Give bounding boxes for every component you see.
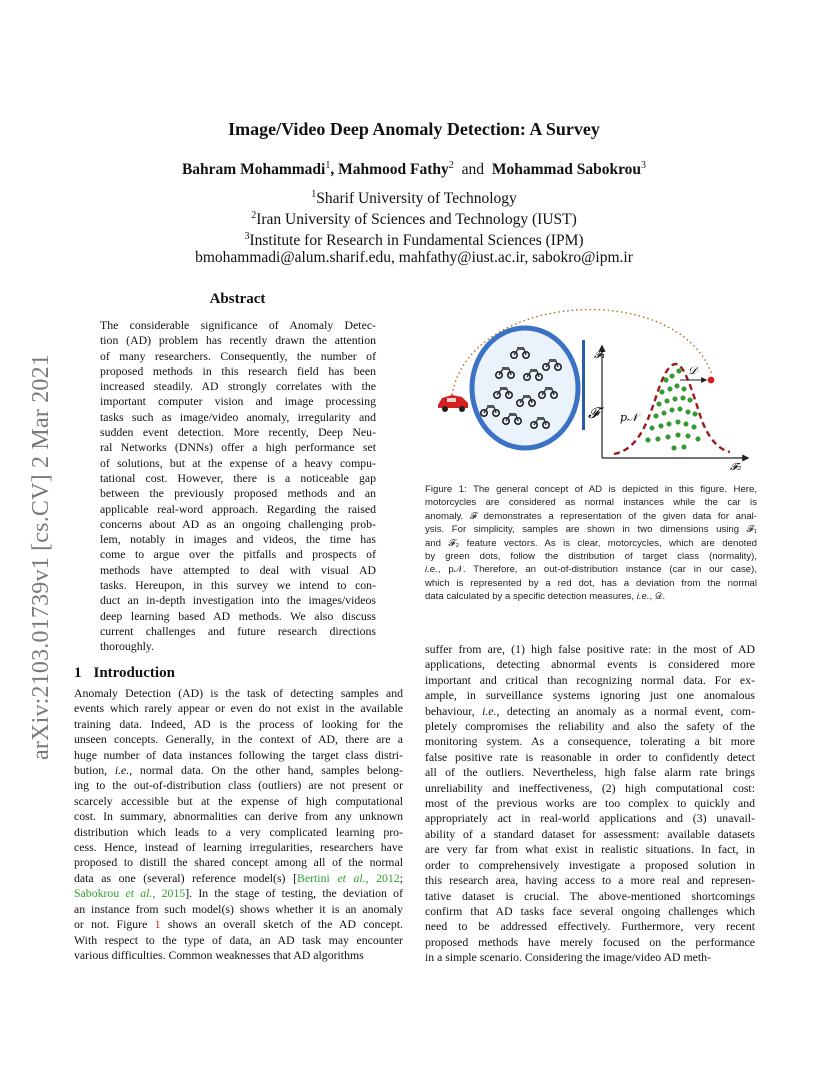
normal-data-point bbox=[650, 426, 655, 431]
text-line: ing to the out-of-distribution class (outliers) are not present or bbox=[74, 778, 403, 793]
author-affil-mark: 2 bbox=[448, 160, 454, 171]
normal-data-point bbox=[667, 422, 672, 427]
text-line: confirm that AD tasks face several ongoing challenges which bbox=[425, 903, 755, 918]
normal-data-point bbox=[686, 410, 691, 415]
text-line: most of the previous works are too complex to quickly and bbox=[425, 796, 755, 811]
normal-data-point bbox=[662, 411, 667, 416]
text-line: applications, detecting abnormal events is considered more bbox=[425, 657, 755, 672]
normal-data-point bbox=[682, 387, 687, 392]
text-line: motorcycles are considered as normal instances while the car is bbox=[425, 497, 757, 509]
text-line: thoroughly. bbox=[100, 639, 154, 654]
normal-data-point bbox=[677, 369, 682, 374]
text-line: cess. Hence, instead of learning irregularities, researchers have bbox=[74, 840, 403, 855]
text-line: and 𝓕₂ feature vectors. As is clear, motorcycles, which are denoted bbox=[425, 537, 757, 549]
text-line: unreliability and ineffectiveness, (2) high computational cost: bbox=[425, 780, 755, 795]
text-line: data calculated by a specific detection measures, i.e., 𝒟. bbox=[425, 591, 666, 603]
abstract-heading: Abstract bbox=[209, 291, 266, 307]
text-line: With respect to the type of data, an AD task may encounter bbox=[74, 932, 403, 947]
author-emails: bmohammadi@alum.sharif.edu, mahfathy@iust.ac.ir, sabokro@ipm.ir bbox=[195, 249, 633, 266]
text-line: i.e., p𝒩. Therefore, an out-of-distribution instance (car in our case), bbox=[425, 564, 757, 576]
text-line: behaviour, i.e., detecting an anomaly as a normal event, com- bbox=[425, 703, 755, 718]
text-line: monitoring system. As a consequence, tolerating a bit more bbox=[425, 734, 755, 749]
introduction-body bbox=[74, 686, 403, 963]
normal-data-circle bbox=[472, 328, 578, 448]
normal-data-point bbox=[670, 408, 675, 413]
text-line: methods have attempted to deal with visual AD bbox=[100, 562, 376, 577]
normal-data-point bbox=[684, 422, 689, 427]
normal-data-point bbox=[670, 374, 675, 379]
text-line: important and critical than recognizing normal data. For ex- bbox=[425, 672, 755, 687]
text-line: in a simple scenario. Considering the image/video AD meth- bbox=[425, 950, 712, 965]
normal-data-point bbox=[656, 437, 661, 442]
text-line: tational cost. However, there is a noticeable gap bbox=[100, 470, 376, 485]
text-line: unseen concepts. Generally, in the context of AD, there are a bbox=[74, 732, 403, 747]
text-line: appropriately act in real-world applications and (3) unavail- bbox=[425, 811, 755, 826]
text-line: Sabokrou et al., 2015]. In the stage of testing, the deviation of bbox=[74, 886, 403, 901]
text-line: tative dataset is crucial. The above-mentioned shortcomings bbox=[425, 888, 755, 903]
text-line: pletely compromises the reliability and also the safety of the bbox=[425, 719, 755, 734]
text-line: are very far from what exist in realistic situations. In fact, in bbox=[425, 842, 755, 857]
text-line: all of the outliers. Nevertheless, high false alarm rate brings bbox=[425, 765, 755, 780]
normal-data-point bbox=[678, 407, 683, 412]
text-line: of many researchers. Consequently, the number of bbox=[100, 348, 376, 363]
text-line: tasks. Hereupon, in this survey we intend to con- bbox=[100, 578, 376, 593]
text-line: of solutions, but at the expense of a heavy compu- bbox=[100, 455, 376, 470]
normal-data-point bbox=[676, 420, 681, 425]
normal-data-point bbox=[657, 402, 662, 407]
normal-data-point bbox=[654, 414, 659, 419]
normal-data-point bbox=[688, 398, 693, 403]
text-line: an instance from such model(s) shows whether it is an anomaly bbox=[74, 901, 403, 916]
abstract-body bbox=[100, 318, 376, 655]
paper-title: Image/Video Deep Anomaly Detection: A Survey bbox=[228, 119, 600, 139]
text-line: proposed methods have merely focused on the performance bbox=[425, 934, 755, 949]
normal-data-point bbox=[664, 378, 669, 383]
text-line: proposed to distill the shared concept among all of the normal bbox=[74, 855, 403, 870]
text-line: this research area, having access to a more real and represen- bbox=[425, 873, 755, 888]
normal-data-point bbox=[692, 425, 697, 430]
normal-data-point bbox=[666, 435, 671, 440]
d-label: 𝒟 bbox=[688, 364, 697, 377]
text-line: suffer from are, (1) high false positive rate: in the most of AD bbox=[425, 642, 755, 656]
figure-1-caption bbox=[425, 483, 757, 604]
normal-data-point bbox=[660, 390, 665, 395]
text-line: come to argue over the pitfalls and prospects of bbox=[100, 547, 376, 562]
affiliation-2: $^2$Iran University of Sciences and Technology (IUST) bbox=[251, 210, 577, 229]
text-line: duct an in-depth investigation into the images/videos bbox=[100, 593, 376, 608]
normal-data-point bbox=[686, 434, 691, 439]
text-line: concerns about AD as an ongoing challenging prob- bbox=[100, 516, 376, 531]
and-word: and bbox=[461, 161, 485, 179]
text-line: various difficulties. Common weaknesses that AD algorithms bbox=[74, 947, 364, 962]
author-affil-mark: 3 bbox=[641, 160, 647, 171]
arxiv-stamp: arXiv:2103.01739v1 [cs.CV] 2 Mar 2021 bbox=[28, 353, 54, 760]
right-column-body bbox=[425, 642, 755, 966]
normal-data-point bbox=[675, 384, 680, 389]
text-line: false positive rate is reasonable in order to confidently detect bbox=[425, 749, 755, 764]
text-line: training data. Indeed, AD is the process of looking for the bbox=[74, 716, 403, 731]
author-name: Mahmood Fathy bbox=[338, 161, 449, 179]
text-line: distribution which leads to a very complicated learning pro- bbox=[74, 824, 403, 839]
text-line: huge number of data instances following the target class distri- bbox=[74, 747, 403, 762]
text-line: Figure 1: The general concept of AD is depicted in this figure. Here, bbox=[425, 484, 757, 495]
text-line: scarcely accessible but at the expense of high computational bbox=[74, 793, 403, 808]
normal-data-point bbox=[668, 387, 673, 392]
normal-data-point bbox=[646, 438, 651, 443]
normal-data-point bbox=[673, 397, 678, 402]
figure-1 bbox=[430, 300, 760, 480]
representation-label: 𝓕 bbox=[588, 404, 600, 422]
text-line: The considerable significance of Anomaly Detec- bbox=[100, 318, 376, 332]
text-line: deep learning based AD methods. We also discuss bbox=[100, 608, 376, 623]
f2-label: 𝓕₂ bbox=[730, 462, 742, 473]
anomaly-point bbox=[708, 377, 715, 384]
text-line: current challenges and future research directions bbox=[100, 623, 376, 638]
text-line: tion (AD) problem has recently drawn the attention bbox=[100, 333, 376, 348]
text-line: cost. In summary, abnormalities can derive from any unknown bbox=[74, 809, 403, 824]
text-line: lem, notably in images and videos, the time has bbox=[100, 532, 376, 547]
text-line: between the previously proposed methods and an bbox=[100, 486, 376, 501]
text-line: bution, i.e., normal data. On the other hand, samples belong- bbox=[74, 763, 403, 778]
normal-data-point bbox=[672, 446, 677, 451]
text-line: by green dots, follow the distribution of target class (normality), bbox=[425, 551, 757, 563]
text-line: important computer vision and image processing bbox=[100, 394, 376, 409]
text-line: ral Networks (DNNs) offer a high performance set bbox=[100, 440, 376, 455]
representation-bar bbox=[582, 340, 585, 430]
normal-data-point bbox=[682, 445, 687, 450]
text-line: Anomaly Detection (AD) is the task of detecting samples and bbox=[74, 686, 403, 700]
text-line: proposed methods in this research field has been bbox=[100, 363, 376, 378]
f1-label: 𝓕₁ bbox=[594, 350, 606, 361]
car-icon bbox=[438, 395, 468, 412]
section-heading: 1 Introduction bbox=[74, 665, 175, 681]
normal-data-point bbox=[659, 424, 664, 429]
author-affil-mark: 1 bbox=[325, 160, 331, 171]
normal-data-point bbox=[676, 433, 681, 438]
affiliation-1: $^1$Sharif University of Technology bbox=[311, 189, 517, 208]
text-line: or not. Figure 1 shows an overall sketch of the AD concept. bbox=[74, 917, 404, 932]
text-line: ability of a standard dataset for assessment: available datasets bbox=[425, 826, 755, 841]
author-list: Bahram Mohammadi$^1$, Mahmood Fathy$^2$ and Mohammad Sabokrou$^3$ bbox=[181, 160, 647, 179]
normal-data-point bbox=[696, 437, 701, 442]
text-line: applicable real-word approach. Regarding the raised bbox=[100, 501, 376, 516]
normal-data-point bbox=[681, 396, 686, 401]
text-line: anomaly. 𝓕 demonstrates a representation of the given data for anal- bbox=[425, 510, 757, 522]
text-line: tasks such as image/video anomaly, irregularity and bbox=[100, 409, 376, 424]
text-line: sudden event detection. More recently, Deep Neu- bbox=[100, 425, 376, 440]
author-name: Mohammad Sabokrou bbox=[491, 161, 642, 179]
normal-data-points bbox=[646, 369, 701, 451]
normal-data-point bbox=[693, 412, 698, 417]
normal-data-point bbox=[665, 399, 670, 404]
text-line: events which rarely appear or even do not exist in the available bbox=[74, 701, 403, 716]
text-line: increased steadily. AD strongly correlates with the bbox=[100, 379, 376, 394]
author-name: Bahram Mohammadi bbox=[181, 161, 326, 179]
pn-label: p𝒩 bbox=[620, 411, 638, 424]
text-line: ample, in surveillance systems ignoring just one anomalous bbox=[425, 688, 755, 703]
text-line: need to be addressed effectively. Furthermore, very recent bbox=[425, 919, 755, 934]
text-line: which is represented by a red dot, has a deviation from the normal bbox=[425, 577, 757, 589]
text-line: ysis. For simplicity, samples are shown in two dimensions using 𝓕₁ bbox=[425, 524, 757, 536]
text-line: order to comprehensively investigate a proposed solution in bbox=[425, 857, 755, 872]
text-line: data as one (several) reference model(s) [Bertini et al., 2012; bbox=[74, 870, 404, 885]
affiliation-3: $^3$Institute for Research in Fundamental Sciences (IPM) bbox=[244, 231, 584, 250]
